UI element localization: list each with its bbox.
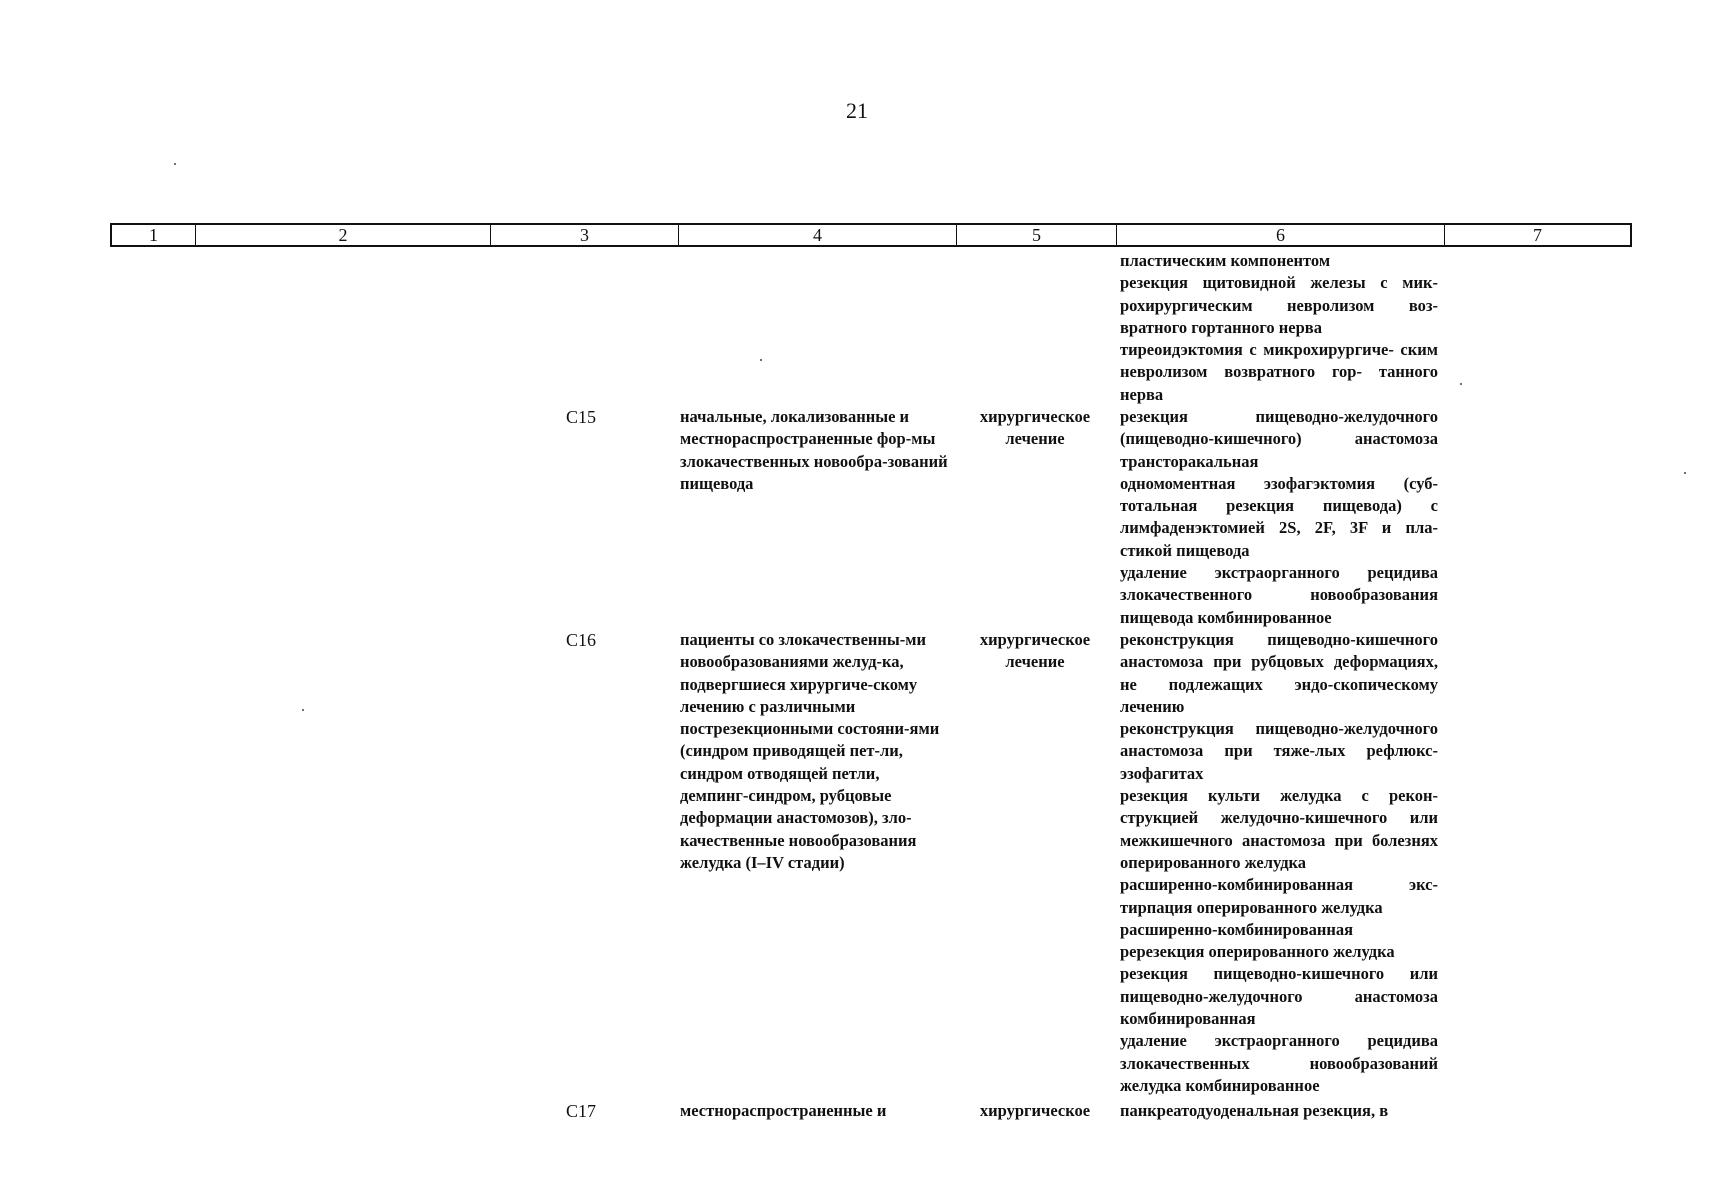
header-col-2: 2 <box>196 225 491 245</box>
header-col-4: 4 <box>679 225 957 245</box>
scan-speck <box>174 163 176 165</box>
row-methods-c15 <box>1120 406 1438 629</box>
row-code-c16: C16 <box>566 630 597 650</box>
method-text: резекция щитовидной железы с мик- рохирургическим невролизом воз- вратного гортанного нерва <box>1120 273 1438 337</box>
header-col-6: 6 <box>1117 225 1445 245</box>
method-text: удаление экстраорганного рецидива злокачественных новообразований желудка комбинированное <box>1120 1031 1438 1095</box>
row-treatment-c17: хирургическое <box>979 1101 1091 1120</box>
row-description-c16: пациенты со злокачественны-ми новообразованиями желуд-ка, подвергшиеся хирургиче-скому лечению с различными пострезекционными состояни-ями (синдром приводящей пет-ли, синдром отводящей петли, демпинг-синдром, рубцовые деформации анастомозов), зло-качественные новообразования желудка (I–IV стадии) <box>680 630 940 872</box>
col6-continuation <box>1120 250 1438 406</box>
header-col-7: 7 <box>1533 225 1542 245</box>
row-description-c15: начальные, локализованные и местнораспространенные фор-мы злокачественных новообра-зований пищевода <box>680 407 948 493</box>
scan-speck <box>760 359 762 361</box>
page-number: 21 <box>846 98 868 123</box>
method-text: одномоментная эзофагэктомия (суб-тотальная резекция пищевода) с лимфаденэктомией 2S, 2F, 3F и пла-стикой пищевода <box>1120 473 1438 560</box>
method-text: резекция культи желудка с рекон-струкцией желудочно-кишечного или межкишечного анастомоза при болезнях оперированного желудка <box>1120 786 1438 872</box>
row-description-c17: местнораспространенные и <box>680 1101 887 1120</box>
scan-speck <box>1684 472 1686 474</box>
method-text: реконструкция пищеводно-кишечного анастомоза при рубцовых деформациях, не подлежащих эндо-скопическому лечению <box>1120 630 1438 716</box>
method-text: расширенно-комбинированная экс-тирпация оперированного желудка <box>1120 875 1438 917</box>
method-text: реконструкция пищеводно-желудочного анастомоза при тяже-лых рефлюкс-эзофагитах <box>1120 719 1438 783</box>
table-header-row <box>110 223 1632 247</box>
method-text: тиреоидэктомия с микрохирургиче- ским невролизом возвратного гор- танного нерва <box>1120 340 1438 404</box>
row-treatment-c16: хирургическое лечение <box>979 630 1091 672</box>
row-treatment-c15: хирургическое лечение <box>979 407 1091 449</box>
row-code-c15: C15 <box>566 407 597 427</box>
method-text: расширенно-комбинированная ререзекция оперированного желудка <box>1120 919 1395 962</box>
row-methods-c17 <box>1120 1100 1438 1122</box>
header-col-3: 3 <box>491 225 679 245</box>
method-text: удаление экстраорганного рецидива злокачественного новообразования пищевода комбинированное <box>1120 563 1438 627</box>
row-code-c17: C17 <box>566 1101 597 1121</box>
scan-speck <box>302 709 304 711</box>
header-col-5: 5 <box>957 225 1117 245</box>
method-text: пластическим компонентом <box>1120 251 1331 270</box>
method-text: панкреатодуоденальная резекция, в <box>1120 1101 1389 1120</box>
row-methods-c16 <box>1120 629 1438 1097</box>
method-text: резекция пищеводно-кишечного или пищеводно-желудочного анастомоза комбинированная <box>1120 964 1438 1029</box>
scan-speck <box>1460 383 1462 385</box>
method-text: резекция пищеводно-желудочного (пищеводно-кишечного) анастомоза трансторакальная <box>1120 407 1438 471</box>
header-col-1: 1 <box>112 225 196 245</box>
